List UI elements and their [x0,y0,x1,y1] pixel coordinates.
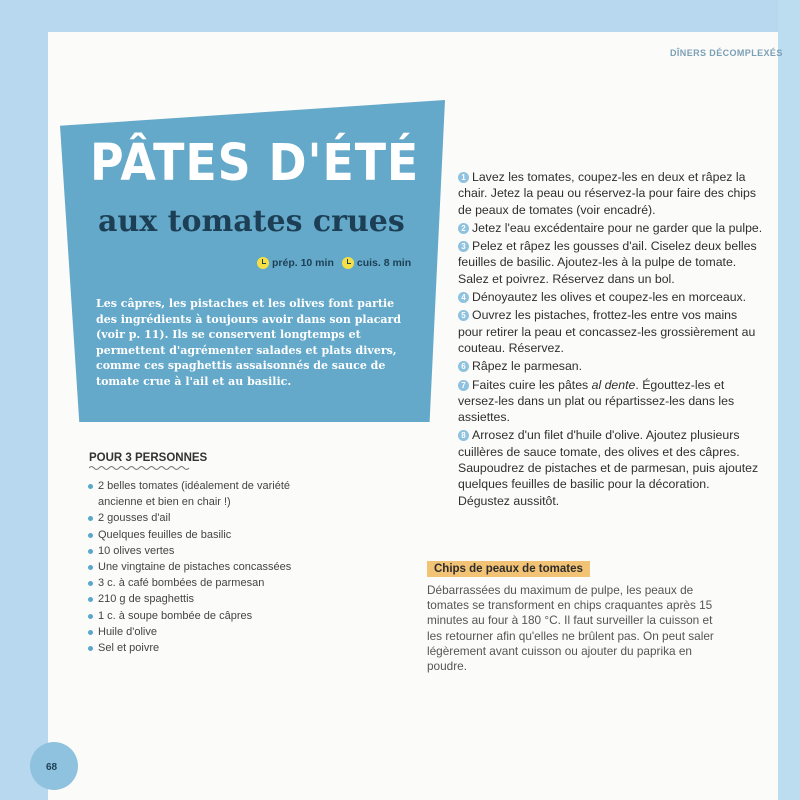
recipe-step [458,238,763,287]
ingredient-item: Une vingtaine de pistaches concassées [88,559,318,575]
timing-info [257,257,411,269]
cook-time [342,257,411,269]
recipe-step [458,358,763,374]
ingredient-list [88,478,318,656]
recipe-step [458,427,763,508]
servings-heading: POUR 3 PERSONNES [89,452,208,464]
step-text-emphasis: al dente [591,377,636,392]
recipe-subtitle: aux tomates crues [98,204,405,239]
step-number: 8 [458,430,469,441]
recipe-step [458,289,763,305]
ingredient-item: 2 gousses d'ail [88,510,318,526]
step-number: 4 [458,292,469,303]
ingredient-item: Quelques feuilles de basilic [88,527,318,543]
step-text: Arrosez d'un filet d'huile d'olive. Ajoutez plusieurs cuillères de sauce tomate, des olives et des câpres. Saupoudrez de pistaches et de parmesan, puis ajoutez quelques feuilles de basilic pour la décoration. Dégustez aussitôt. [458,428,759,508]
step-number: 1 [458,172,469,183]
ingredient-item: Sel et poivre [88,640,318,656]
recipe-title: PÂTES D'ÉTÉ [90,134,420,193]
step-text: Faites cuire les pâtes [472,377,592,392]
recipe-step [458,220,763,236]
sidebar-box-text: Débarrassées du maximum de pulpe, les peaux de tomates se transforment en chips craquantes après 15 minutes au four à 180 °C. Il faut surveiller la cuisson et les retourner afin qu'elles ne brûlent pas. On peut saler légèrement avant cuisson ou ajouter du paprika en poudre. [427,583,714,674]
clock-icon [342,257,354,269]
step-text: Ouvrez les pistaches, frottez-les entre vos mains pour retirer la peau et concassez-les grossièrement au couteau. Réservez. [458,308,756,355]
clock-icon [257,257,269,269]
step-text: Pelez et râpez les gousses d'ail. Ciselez deux belles feuilles de basilic. Ajoutez-les à la pulpe de tomate. Salez et poivrez. Réservez dans un bol. [458,239,757,286]
step-number: 2 [458,223,469,234]
ingredient-item: 10 olives vertes [88,543,318,559]
ingredient-item: 3 c. à café bombées de parmesan [88,575,318,591]
page-number-badge [30,742,78,790]
recipe-step [458,377,763,426]
step-text: Jetez l'eau excédentaire pour ne garder que la pulpe. [472,220,763,235]
recipe-step [458,307,763,356]
wavy-divider [89,465,191,471]
page-number: 68 [46,762,58,773]
step-text: Râpez le parmesan. [472,359,583,374]
step-number: 3 [458,241,469,252]
ingredient-item: 2 belles tomates (idéalement de variété ancienne et bien en chair !) [88,478,318,510]
ingredient-item: 210 g de spaghettis [88,591,318,607]
cook-time-label: cuis. 8 min [356,257,412,269]
ingredient-item: 1 c. à soupe bombée de câpres [88,608,318,624]
recipe-intro: Les câpres, les pistaches et les olives font partie des ingrédients à toujours avoir dans son placard (voir p. 11). Ils se conservent longtemps et permettent d'agrémenter salades et plats divers, comme ces spaghettis assaisonnés de sauce de tomate crue à l'ail et au basilic. [96,297,402,388]
step-number: 6 [458,361,469,372]
prep-time [257,257,334,269]
page-edge [778,0,800,800]
step-text: Lavez les tomates, coupez-les en deux et râpez la chair. Jetez la peau ou réservez-la pour faire des chips de peaux de tomates (voir encadré). [458,170,757,217]
prep-time-label: prép. 10 min [272,257,334,269]
section-header: DÎNERS DÉCOMPLEXÉS [670,48,783,58]
step-number: 7 [458,380,469,391]
sidebar-box-title: Chips de peaux de tomates [427,561,590,577]
step-number: 5 [458,310,469,321]
step-text: . Égouttez-les et versez-les dans un plat ou répartissez-les dans les assiettes. [458,377,735,425]
step-text: Dénoyautez les olives et coupez-les en morceaux. [472,290,747,305]
recipe-steps [458,169,763,511]
recipe-step [458,169,763,218]
ingredient-item: Huile d'olive [88,624,318,640]
